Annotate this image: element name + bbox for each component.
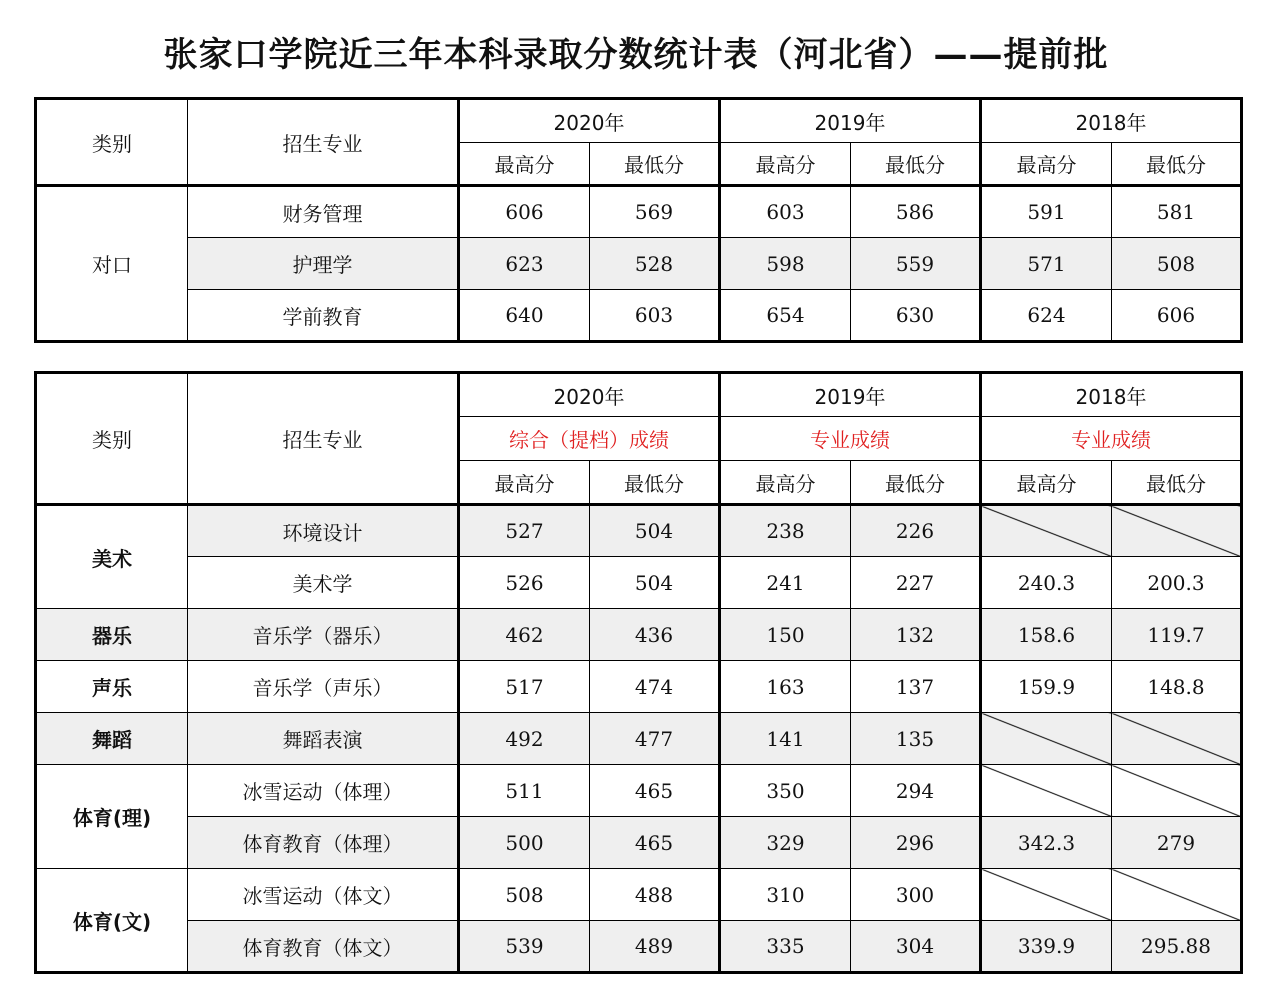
header-min: 最低分 [851,143,981,186]
table-row [36,609,1242,661]
score-cell: 310 [720,869,851,921]
header-max: 最高分 [459,461,590,505]
major-cell: 音乐学（器乐） [188,609,459,661]
header-major: 招生专业 [188,99,459,186]
score-cell: 569 [590,186,720,238]
header-max: 最高分 [981,461,1112,505]
score-cell: 158.6 [981,609,1112,661]
header-year-2020: 2020年 [459,99,720,143]
header-max: 最高分 [459,143,590,186]
score-cell: 504 [590,505,720,557]
score-cell: 511 [459,765,590,817]
subheader-2020: 综合（提档）成绩 [459,417,720,461]
score-cell: 586 [851,186,981,238]
score-cell: 489 [590,921,720,973]
score-cell: 350 [720,765,851,817]
score-cell: 295.88 [1112,921,1242,973]
header-max: 最高分 [981,143,1112,186]
score-cell: 159.9 [981,661,1112,713]
empty-slash-cell [1112,869,1242,921]
score-cell: 342.3 [981,817,1112,869]
header-category: 类别 [36,99,188,186]
score-cell: 241 [720,557,851,609]
table-row [36,290,1242,342]
score-cell: 630 [851,290,981,342]
empty-slash-cell [1112,713,1242,765]
header-year-2019: 2019年 [720,373,981,417]
score-cell: 508 [1112,238,1242,290]
score-cell: 137 [851,661,981,713]
score-cell: 500 [459,817,590,869]
major-cell: 财务管理 [188,186,459,238]
major-cell: 体育教育（体文） [188,921,459,973]
score-cell: 477 [590,713,720,765]
table-row [36,713,1242,765]
category-cell: 对口 [36,186,188,342]
score-table-duikou [34,97,1243,343]
page-title: 张家口学院近三年本科录取分数统计表（河北省）——提前批 [163,35,1109,75]
score-cell: 504 [590,557,720,609]
subheader-2018: 专业成绩 [981,417,1242,461]
table-row [36,765,1242,817]
score-cell: 304 [851,921,981,973]
header-min: 最低分 [590,461,720,505]
score-cell: 135 [851,713,981,765]
header-min: 最低分 [590,143,720,186]
score-cell: 654 [720,290,851,342]
score-cell: 148.8 [1112,661,1242,713]
table-row [36,921,1242,973]
header-category: 类别 [36,373,188,505]
table-row [36,186,1242,238]
score-cell: 141 [720,713,851,765]
header-year-2018: 2018年 [981,373,1242,417]
major-cell: 环境设计 [188,505,459,557]
empty-slash-cell [981,765,1112,817]
score-cell: 296 [851,817,981,869]
score-cell: 603 [720,186,851,238]
score-cell: 474 [590,661,720,713]
major-cell: 冰雪运动（体理） [188,765,459,817]
score-cell: 335 [720,921,851,973]
score-cell: 279 [1112,817,1242,869]
score-cell: 339.9 [981,921,1112,973]
score-cell: 581 [1112,186,1242,238]
score-cell: 119.7 [1112,609,1242,661]
score-cell: 238 [720,505,851,557]
category-cell: 声乐 [36,661,188,713]
empty-slash-cell [1112,505,1242,557]
score-cell: 606 [459,186,590,238]
header-major: 招生专业 [188,373,459,505]
major-cell: 冰雪运动（体文） [188,869,459,921]
score-cell: 640 [459,290,590,342]
category-cell: 体育(文) [36,869,188,973]
score-cell: 488 [590,869,720,921]
table-row [36,238,1242,290]
score-cell: 603 [590,290,720,342]
header-max: 最高分 [720,143,851,186]
header-year-2018: 2018年 [981,99,1242,143]
score-cell: 240.3 [981,557,1112,609]
score-cell: 132 [851,609,981,661]
score-cell: 517 [459,661,590,713]
score-cell: 163 [720,661,851,713]
score-cell: 226 [851,505,981,557]
score-cell: 559 [851,238,981,290]
category-cell: 体育(理) [36,765,188,869]
score-cell: 294 [851,765,981,817]
empty-slash-cell [981,869,1112,921]
score-cell: 150 [720,609,851,661]
major-cell: 舞蹈表演 [188,713,459,765]
table-row [36,817,1242,869]
major-cell: 体育教育（体理） [188,817,459,869]
score-cell: 591 [981,186,1112,238]
score-table-art-sports [34,371,1243,974]
score-cell: 571 [981,238,1112,290]
score-cell: 227 [851,557,981,609]
header-max: 最高分 [720,461,851,505]
score-cell: 508 [459,869,590,921]
major-cell: 美术学 [188,557,459,609]
major-cell: 学前教育 [188,290,459,342]
category-cell: 舞蹈 [36,713,188,765]
table-row [36,505,1242,557]
score-cell: 300 [851,869,981,921]
empty-slash-cell [981,505,1112,557]
score-cell: 528 [590,238,720,290]
header-year-2019: 2019年 [720,99,981,143]
score-cell: 539 [459,921,590,973]
header-year-2020: 2020年 [459,373,720,417]
subheader-2019: 专业成绩 [720,417,981,461]
score-cell: 624 [981,290,1112,342]
category-cell: 器乐 [36,609,188,661]
score-cell: 598 [720,238,851,290]
header-min: 最低分 [1112,143,1242,186]
empty-slash-cell [1112,765,1242,817]
score-cell: 526 [459,557,590,609]
table-row [36,557,1242,609]
empty-slash-cell [981,713,1112,765]
header-min: 最低分 [851,461,981,505]
score-cell: 606 [1112,290,1242,342]
table-row [36,869,1242,921]
score-cell: 465 [590,817,720,869]
table-row [36,661,1242,713]
major-cell: 护理学 [188,238,459,290]
header-min: 最低分 [1112,461,1242,505]
score-cell: 623 [459,238,590,290]
score-cell: 462 [459,609,590,661]
major-cell: 音乐学（声乐） [188,661,459,713]
score-cell: 329 [720,817,851,869]
score-cell: 527 [459,505,590,557]
score-cell: 436 [590,609,720,661]
category-cell: 美术 [36,505,188,609]
score-cell: 465 [590,765,720,817]
score-cell: 200.3 [1112,557,1242,609]
score-cell: 492 [459,713,590,765]
